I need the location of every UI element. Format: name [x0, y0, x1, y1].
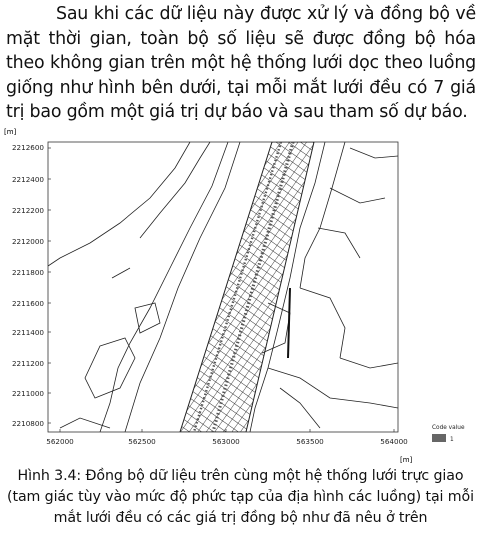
figure-grid-map: [0, 128, 481, 464]
body-paragraph: Sau khi các dữ liệu này được xử lý và đồng bộ về mặt thời gian, toàn bộ số liệu sẽ được đồng bộ hóa theo không gian trên một hệ thống lưới dọc theo luồng giống như hình bên dưới, tại mỗi mắt lưới đều có 7 giá trị bao gồm một giá trị dự báo và sau tham số dự báo.: [6, 4, 476, 123]
x-axis: [46, 437, 408, 446]
y-tick: 2211000: [11, 389, 44, 398]
legend-value: 1: [450, 437, 454, 443]
x-tick: 564000: [380, 437, 408, 446]
figure-caption: Hình 3.4: Đồng bộ dữ liệu trên cùng một hệ thống lưới trực giao (tam giác tùy vào mức độ phức tạp của địa hình các luồng) tại mỗi mắt lưới đều có các giá trị đồng bộ như đã nêu ở trên: [7, 468, 474, 527]
y-tick: 2211400: [11, 328, 44, 337]
y-axis: [12, 143, 44, 428]
x-unit-label: [m]: [400, 456, 413, 464]
y-tick: 2211800: [11, 268, 44, 277]
grid-map-svg: [0, 128, 481, 464]
y-tick: 2212200: [11, 206, 44, 215]
x-tick: 562000: [46, 437, 74, 446]
legend-swatch: [432, 434, 446, 442]
y-tick: 2211600: [11, 299, 44, 308]
legend: [432, 425, 465, 443]
y-tick: 2212000: [11, 237, 44, 246]
y-tick: 2212600: [11, 143, 44, 152]
x-tick: 562500: [128, 437, 156, 446]
legend-title: Code value: [432, 425, 465, 431]
x-tick: 563500: [296, 437, 324, 446]
y-tick: 2212400: [11, 175, 44, 184]
y-tick: 2210800: [11, 419, 44, 428]
y-tick: 2211200: [11, 359, 44, 368]
x-tick: 563000: [212, 437, 240, 446]
y-unit-label: [m]: [4, 128, 17, 136]
